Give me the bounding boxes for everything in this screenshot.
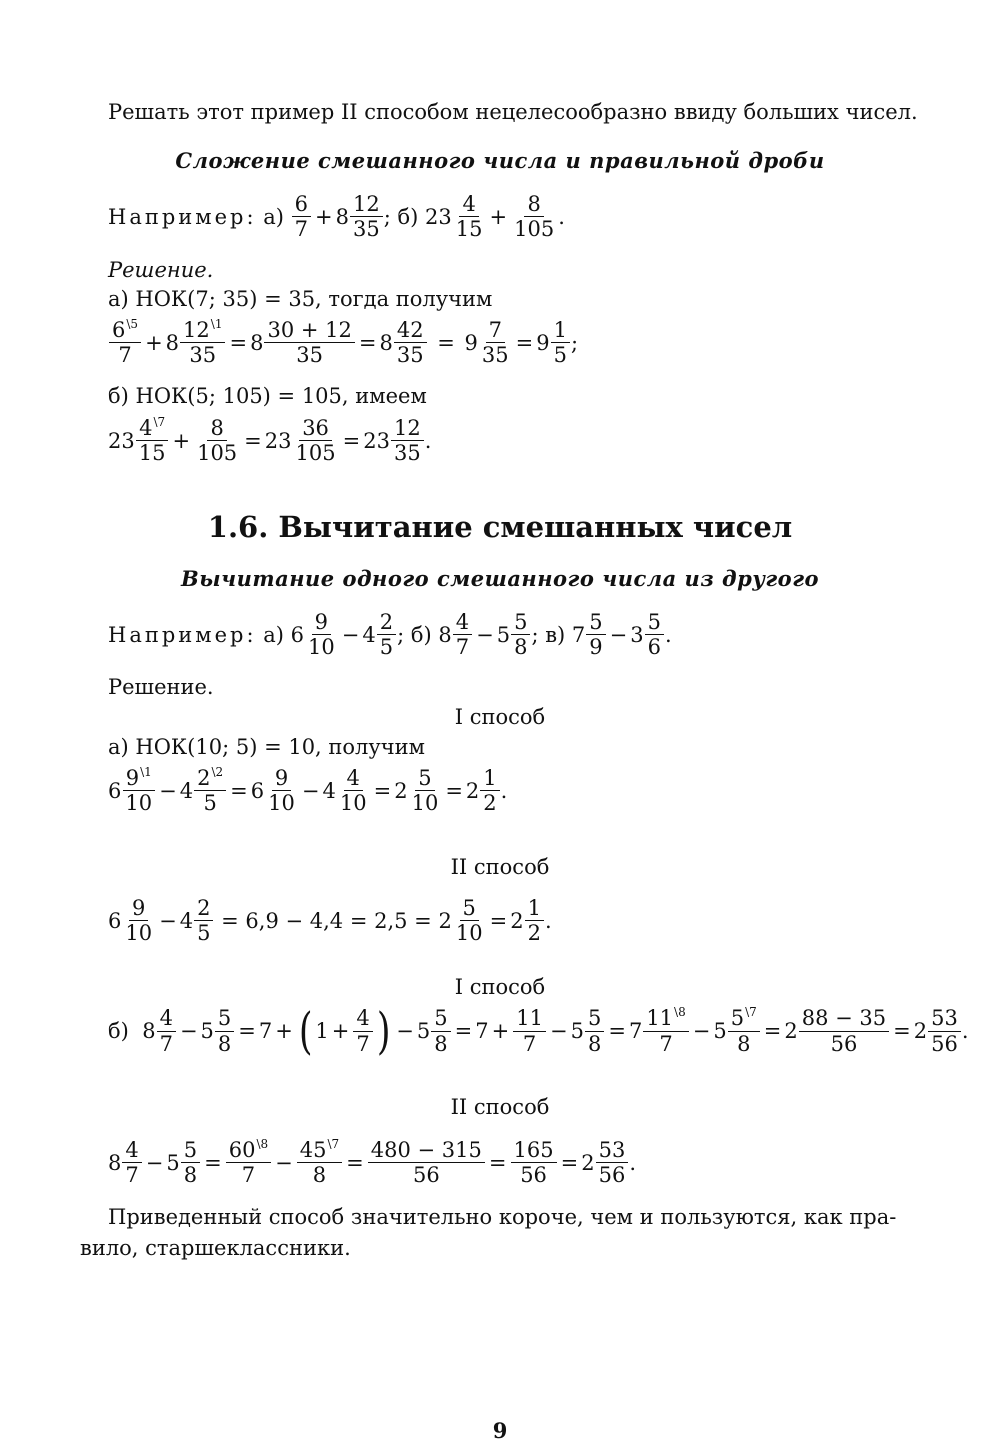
example-a-label: а) [263,204,284,229]
addition-b-text: б) НОК(5; 105) = 105, имеем [108,384,427,408]
addition-example: Например: а) $\frac{6}{7}$ + 8 $\frac{12}{35}$ ; б) 23 $\frac{4}{15}$ + $\frac{8}{105}$ . [108,192,565,242]
method-1-heading-b: I способ [454,975,546,999]
subtraction-a-text: а) НОК(10; 5) = 10, получим [108,735,425,759]
example-b-label: б) [397,204,419,229]
method-2-heading-b: II способ [450,1095,550,1119]
addition-heading: Сложение смешанного числа и правильной дроби [175,148,825,173]
addition-b-equation: 23 $\frac{4^{\backslash 7}}{15}$ + $\frac{8}{105}$ = 23 $\frac{36}{105}$ = 23 $\frac{12}{35}$ . [108,415,432,466]
solution-label-italic: Решение. [108,258,214,282]
decimal-chain: = 6,9 − 4,4 = 2,5 = [221,908,432,933]
example-label-2: Например: [108,622,257,647]
subtraction-a-method2: 6 $\frac{9}{10}$ − 4 $\frac{2}{5}$ = 6,9 − 4,4 = 2,5 = 2 $\frac{5}{10}$ = 2 $\frac{1}{2}$ . [108,896,552,946]
subtraction-b-method2: 8 $\frac{4}{7}$ − 5 $\frac{5}{8}$ = $\frac{60^{\backslash 8}}{7}$ − $\frac{45^{\backslash 7}}{8}$ = $\frac{480 - 315}{56}$ = $\frac{165}{56}$ = 2 $\frac{53}{56}$ . [108,1137,637,1188]
intro-text: Решать этот пример II способом нецелесообразно ввиду больших чисел. [108,100,918,124]
method-1-heading-a: I способ [454,705,546,729]
conclusion-line-1: Приведенный способ значительно короче, чем и пользуются, как пра- [108,1205,897,1229]
subtraction-example: Например: а) 6 $\frac{9}{10}$ − 4 $\frac{2}{5}$ ; б) 8 $\frac{4}{7}$ − 5 $\frac{5}{8}$ ; в) 7 $\frac{5}{9}$ − 3 $\frac{5}{6}$ . [108,610,672,660]
section-title: 1.6. Вычитание смешанных чисел [207,510,793,544]
solution-label: Решение. [108,675,214,699]
subtraction-a-method1: 6 $\frac{9^{\backslash 1}}{10}$ − 4 $\frac{2^{\backslash 2}}{5}$ = 6 $\frac{9}{10}$ − 4 $\frac{4}{10}$ = 2 $\frac{5}{10}$ = 2 $\frac{1}{2}$ . [108,765,508,816]
b-label: б) [108,1019,129,1043]
method-2-heading-a: II способ [450,855,550,879]
page-number: 9 [492,1418,508,1443]
conclusion-line-2: вило, старшеклассники. [80,1236,351,1260]
subtraction-heading: Вычитание одного смешанного числа из другого [180,566,820,591]
addition-a-equation: $\frac{6^{\backslash 5}}{7}$ + 8 $\frac{12^{\backslash 1}}{35}$ = 8 $\frac{30 + 12}{35}$ = 8 $\frac{42}{35}$ = 9 $\frac{7}{35}$ = 9 $\frac{1}{5}$ ; [108,318,578,367]
subtraction-b-method1: б) 8 $\frac{4}{7}$ − 5 $\frac{5}{8}$ = 7 + ( 1 + $\frac{4}{7}$ ) − 5 $\frac{5}{8}$ = 7 + $\frac{11}{7}$ − 5 $\frac{5}{8}$ = 7 $\frac{11^{\backslash 8}}{7}$ − 5 $\frac{5^{\backslash 7}}{8}$ = 2 $\frac{88 - 35}{56}$ = 2 $\frac{53}{56}$ . [108,1002,969,1060]
example-label: Например: [108,204,257,229]
addition-a-text: а) НОК(7; 35) = 35, тогда получим [108,287,493,311]
